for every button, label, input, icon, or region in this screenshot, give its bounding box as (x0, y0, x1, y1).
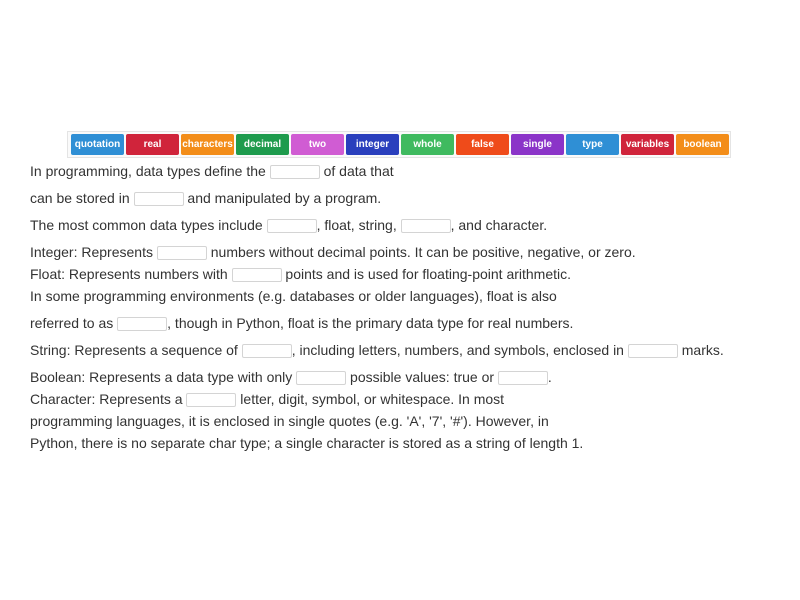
blank-drop-zone-3[interactable] (267, 219, 317, 233)
word-chip-variables[interactable]: variables (621, 134, 674, 155)
text-line (30, 287, 557, 305)
text-segment: Boolean: Represents a data type with only (30, 369, 297, 385)
text-segment: marks. (677, 342, 724, 358)
blank-drop-zone-9[interactable] (628, 344, 678, 358)
word-chip-quotation[interactable]: quotation (71, 134, 124, 155)
blank-drop-zone-1[interactable] (270, 165, 320, 179)
text-segment: referred to as (30, 315, 118, 331)
text-segment: can be stored in (30, 190, 134, 206)
text-line (30, 412, 549, 430)
blank-drop-zone-8[interactable] (242, 344, 292, 358)
text-line (30, 265, 571, 283)
text-segment: programming languages, it is enclosed in single quotes (e.g. 'A', '7', '#'). However, in (30, 413, 549, 429)
word-chip-integer[interactable]: integer (346, 134, 399, 155)
text-line (30, 243, 636, 261)
blank-drop-zone-12[interactable] (186, 393, 236, 407)
text-segment: Python, there is no separate char type; a single character is stored as a string of length 1. (30, 435, 584, 451)
text-segment: , float, string, (316, 217, 401, 233)
word-chip-real[interactable]: real (126, 134, 179, 155)
text-line (30, 314, 573, 332)
blank-drop-zone-10[interactable] (296, 371, 346, 385)
word-chip-type[interactable]: type (566, 134, 619, 155)
blank-drop-zone-5[interactable] (157, 246, 207, 260)
text-segment: The most common data types include (30, 217, 267, 233)
text-segment: Integer: Represents (30, 244, 157, 260)
text-line (30, 390, 504, 408)
text-segment: Character: Represents a (30, 391, 187, 407)
word-chip-decimal[interactable]: decimal (236, 134, 289, 155)
word-chip-single[interactable]: single (511, 134, 564, 155)
text-segment: , though in Python, float is the primary data type for real numbers. (167, 315, 574, 331)
text-line (30, 162, 394, 180)
text-segment: and manipulated by a program. (183, 190, 382, 206)
text-segment: Float: Represents numbers with (30, 266, 232, 282)
text-line (30, 434, 583, 452)
word-chip-boolean[interactable]: boolean (676, 134, 729, 155)
text-segment: , and character. (450, 217, 548, 233)
text-segment: possible values: true or (346, 369, 498, 385)
text-line (30, 216, 547, 234)
blank-drop-zone-4[interactable] (401, 219, 451, 233)
text-line (30, 189, 381, 207)
text-segment: In programming, data types define the (30, 163, 270, 179)
text-line (30, 341, 724, 359)
blank-drop-zone-6[interactable] (232, 268, 282, 282)
text-segment: points and is used for floating-point arithmetic. (281, 266, 572, 282)
text-segment: String: Represents a sequence of (30, 342, 242, 358)
text-segment: letter, digit, symbol, or whitespace. In most (236, 391, 505, 407)
blank-drop-zone-7[interactable] (117, 317, 167, 331)
word-chip-two[interactable]: two (291, 134, 344, 155)
text-segment: numbers without decimal points. It can be positive, negative, or zero. (206, 244, 636, 260)
word-chip-characters[interactable]: characters (181, 134, 234, 155)
text-segment: In some programming environments (e.g. databases or older languages), float is also (30, 288, 557, 304)
blank-drop-zone-2[interactable] (134, 192, 184, 206)
text-line (30, 368, 552, 386)
word-chip-whole[interactable]: whole (401, 134, 454, 155)
blank-drop-zone-11[interactable] (498, 371, 548, 385)
text-segment: of data that (319, 163, 394, 179)
word-chip-false[interactable]: false (456, 134, 509, 155)
text-segment: . (547, 369, 552, 385)
text-segment: , including letters, numbers, and symbols, enclosed in (291, 342, 628, 358)
